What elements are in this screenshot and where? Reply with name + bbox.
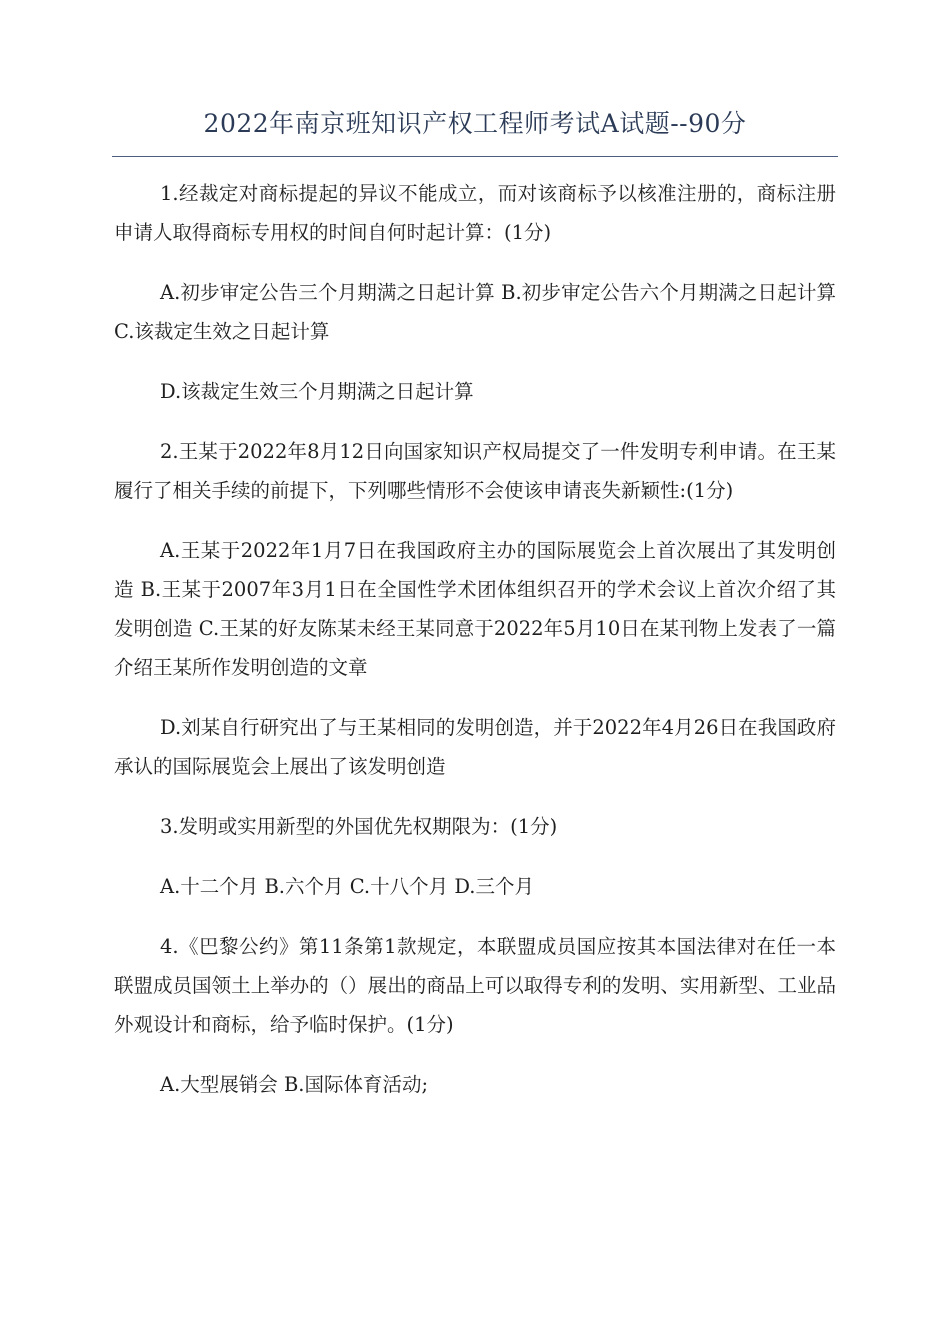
question-4-stem: 4.《巴黎公约》第11条第1款规定，本联盟成员国应按其本国法律对在任一本联盟成员国领土上举办的（）展出的商品上可以取得专利的发明、实用新型、工业品外观设计和商标，给予临时保护。(1分) [114, 935, 836, 1036]
question-4-options: A.大型展销会 B.国际体育活动; [160, 1073, 429, 1096]
question-1-stem: 1.经裁定对商标提起的异议不能成立，而对该商标予以核准注册的，商标注册申请人取得商标专用权的时间自何时起计算：(1分) [114, 182, 836, 244]
question-2-options-a-c: A.王某于2022年1月7日在我国政府主办的国际展览会上首次展出了其发明创造 B.王某于2007年3月1日在全国性学术团体组织召开的学术会议上首次介绍了其发明创造 C.王某的好友陈某未经王某同意于2022年5月10日在某刊物上发表了一篇介绍王某所作发明创造的文章 [114, 539, 836, 679]
question-2-stem: 2.王某于2022年8月12日向国家知识产权局提交了一件发明专利申请。在王某履行了相关手续的前提下，下列哪些情形不会使该申请丧失新颖性:(1分) [114, 440, 836, 502]
question-2-option-d: D.刘某自行研究出了与王某相同的发明创造，并于2022年4月26日在我国政府承认的国际展览会上展出了该发明创造 [114, 716, 836, 778]
question-1-options-a-c: A.初步审定公告三个月期满之日起计算 B.初步审定公告六个月期满之日起计算 C.该裁定生效之日起计算 [114, 281, 836, 343]
document-body [114, 174, 836, 1125]
question-1-option-d: D.该裁定生效三个月期满之日起计算 [160, 380, 474, 403]
document-title: 2022年南京班知识产权工程师考试A试题--90分 [203, 109, 747, 138]
question-3-stem: 3.发明或实用新型的外国优先权期限为：(1分) [160, 815, 558, 838]
title-divider [112, 156, 838, 157]
question-3-options: A.十二个月 B.六个月 C.十八个月 D.三个月 [160, 875, 534, 898]
